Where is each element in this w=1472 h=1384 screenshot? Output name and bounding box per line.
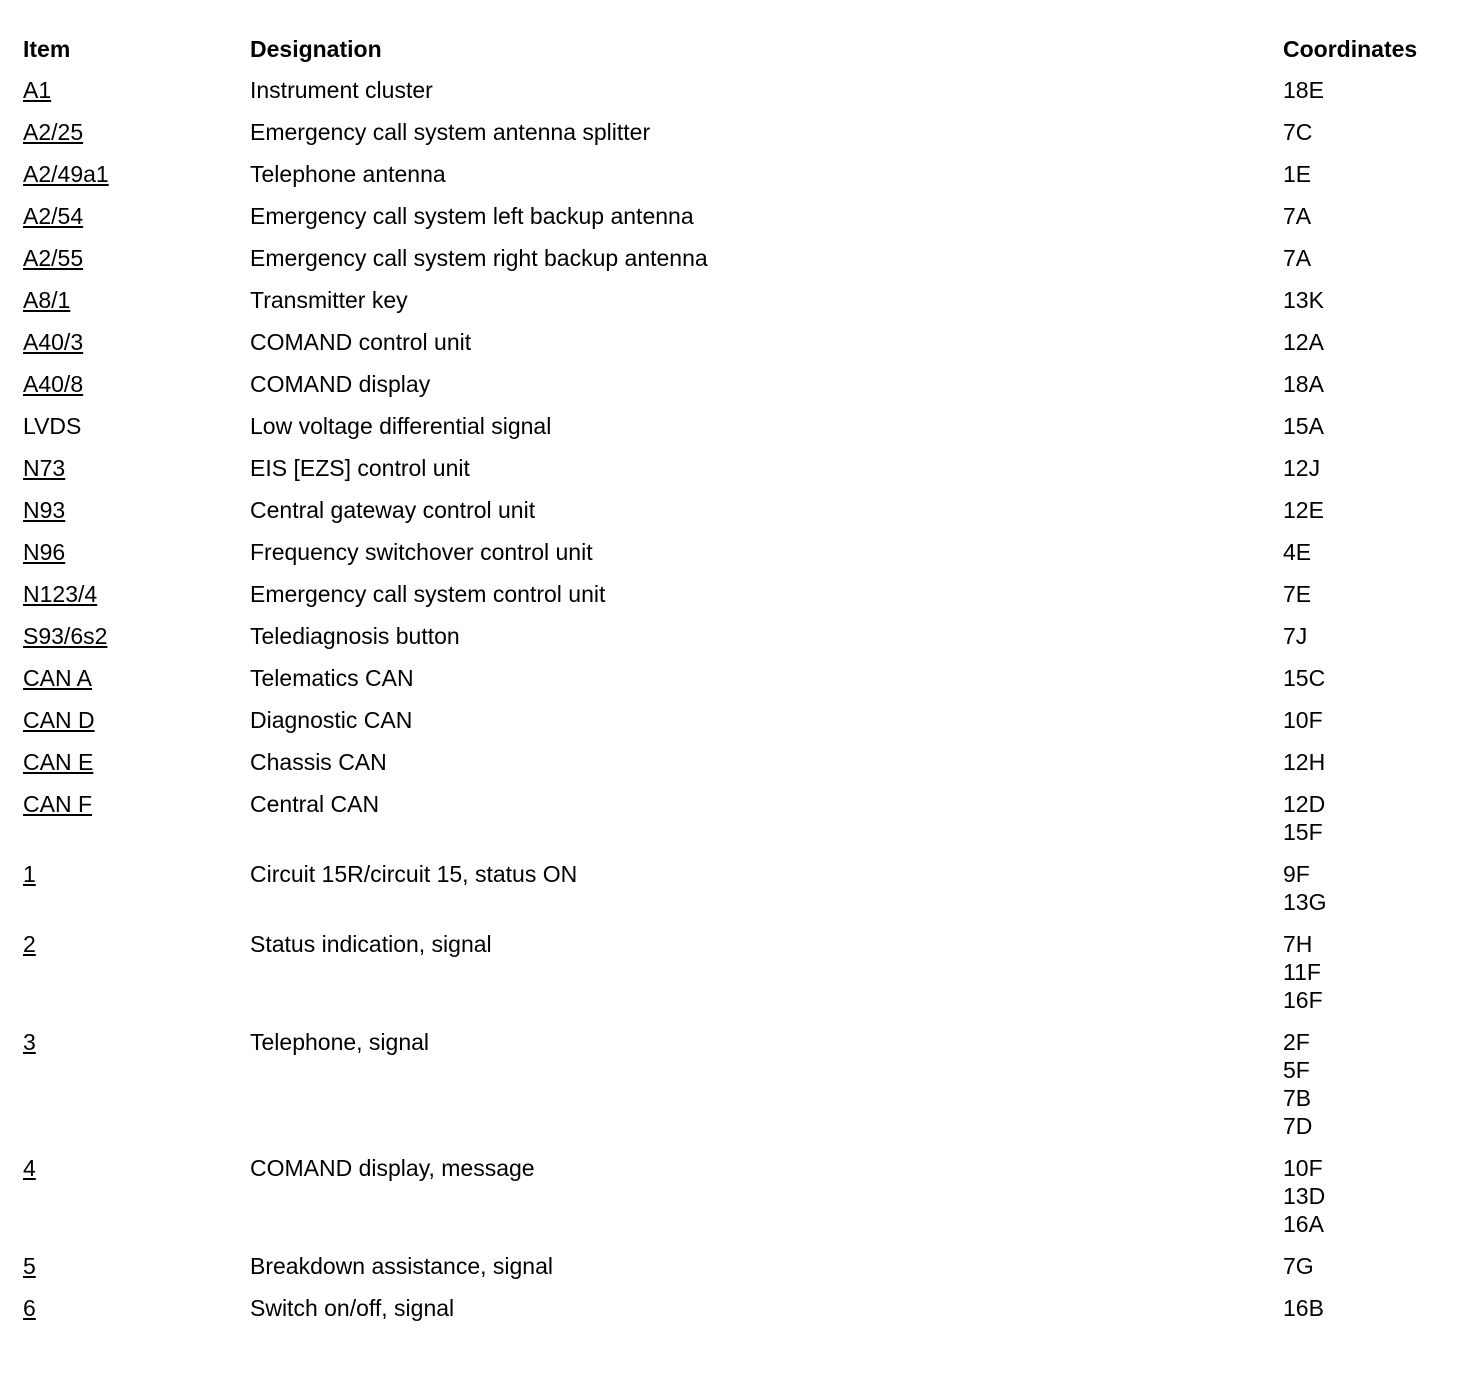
item-cell	[23, 748, 250, 776]
coordinates-cell	[1283, 860, 1453, 916]
coordinate-value: 7C	[1283, 119, 1313, 145]
item-link[interactable]: 3	[23, 1029, 36, 1055]
item-link[interactable]: S93/6s2	[23, 623, 108, 649]
designation-cell: Circuit 15R/circuit 15, status ON	[250, 861, 578, 887]
item-cell	[23, 664, 250, 692]
designation-cell: Telephone antenna	[250, 161, 446, 187]
item-cell	[23, 538, 250, 566]
coordinate-value: 7B	[1283, 1085, 1312, 1111]
item-cell	[23, 76, 250, 104]
coordinate-value: 12A	[1283, 329, 1324, 355]
table-row	[23, 454, 1453, 482]
item-cell	[23, 1252, 250, 1280]
coordinate-value: 4E	[1283, 539, 1312, 565]
designation-cell: EIS [EZS] control unit	[250, 455, 470, 481]
coordinates-cell	[1283, 748, 1453, 776]
coordinate-value: 15A	[1283, 413, 1324, 439]
coordinates-cell	[1283, 286, 1453, 314]
coordinate-value: 12D	[1283, 791, 1326, 817]
coordinate-value: 13D	[1283, 1183, 1326, 1209]
coordinate-value: 18A	[1283, 371, 1324, 397]
coordinate-value: 15C	[1283, 665, 1326, 691]
coordinates-cell	[1283, 790, 1453, 846]
table-row	[23, 76, 1453, 104]
table-row	[23, 160, 1453, 188]
designation-cell: Instrument cluster	[250, 77, 433, 103]
coordinate-value: 16A	[1283, 1211, 1324, 1237]
header-row	[23, 35, 1453, 63]
item-cell	[23, 244, 250, 272]
designation-cell: Telediagnosis button	[250, 623, 460, 649]
designation-cell: Low voltage differential signal	[250, 413, 552, 439]
item-cell	[23, 622, 250, 650]
item-link[interactable]: 5	[23, 1253, 36, 1279]
designation-cell: COMAND display, message	[250, 1155, 535, 1181]
coordinates-cell	[1283, 244, 1453, 272]
table-row	[23, 1252, 1453, 1280]
coordinate-value: 7D	[1283, 1113, 1313, 1139]
header-coordinates: Coordinates	[1283, 36, 1418, 62]
table-row	[23, 496, 1453, 524]
item-cell	[23, 454, 250, 482]
coordinates-cell	[1283, 706, 1453, 734]
coordinate-value: 9F	[1283, 861, 1310, 887]
item-link[interactable]: A40/8	[23, 371, 84, 397]
coordinates-cell	[1283, 454, 1453, 482]
table-row	[23, 538, 1453, 566]
item-cell	[23, 328, 250, 356]
table-row	[23, 748, 1453, 776]
table-row	[23, 1294, 1453, 1322]
designation-cell: Central gateway control unit	[250, 497, 536, 523]
coordinate-value: 16B	[1283, 1295, 1324, 1321]
item-link[interactable]: A8/1	[23, 287, 71, 313]
coordinate-value: 10F	[1283, 1155, 1323, 1181]
item-cell	[23, 118, 250, 146]
item-link[interactable]: N93	[23, 497, 66, 523]
table-row	[23, 286, 1453, 314]
table-row	[23, 706, 1453, 734]
coordinates-cell	[1283, 622, 1453, 650]
table-row	[23, 580, 1453, 608]
designation-cell: Switch on/off, signal	[250, 1295, 455, 1321]
coordinates-cell	[1283, 1294, 1453, 1322]
item-cell	[23, 412, 250, 440]
designation-cell: Transmitter key	[250, 287, 408, 313]
coordinate-value: 7H	[1283, 931, 1313, 957]
table-row	[23, 1154, 1453, 1238]
coordinates-cell	[1283, 496, 1453, 524]
coordinates-cell	[1283, 1154, 1453, 1238]
coordinate-value: 15F	[1283, 819, 1323, 845]
coordinate-value: 13K	[1283, 287, 1324, 313]
table-row	[23, 790, 1453, 846]
coordinate-value: 11F	[1283, 959, 1321, 985]
designation-cell: Central CAN	[250, 791, 380, 817]
item-link[interactable]: A40/3	[23, 329, 84, 355]
designation-cell: Emergency call system right backup antenna	[250, 245, 708, 271]
table-row	[23, 622, 1453, 650]
table-row	[23, 930, 1453, 1014]
item-cell	[23, 580, 250, 608]
item-cell	[23, 930, 250, 958]
item-link[interactable]: 4	[23, 1155, 36, 1181]
item-cell	[23, 202, 250, 230]
item-link[interactable]: 2	[23, 931, 36, 957]
item-link[interactable]: CAN D	[23, 707, 95, 733]
item-cell	[23, 370, 250, 398]
coordinate-value: 7G	[1283, 1253, 1314, 1279]
item-link[interactable]: A2/54	[23, 203, 84, 229]
coordinates-cell	[1283, 664, 1453, 692]
coordinates-cell	[1283, 202, 1453, 230]
item-link[interactable]: CAN A	[23, 665, 93, 691]
coordinates-cell	[1283, 370, 1453, 398]
table-row	[23, 328, 1453, 356]
item-link[interactable]: A2/55	[23, 245, 84, 271]
designation-cell: Emergency call system antenna splitter	[250, 119, 651, 145]
designation-cell: Telematics CAN	[250, 665, 414, 691]
coordinate-value: 7A	[1283, 245, 1312, 271]
designation-cell: Telephone, signal	[250, 1029, 430, 1055]
item-cell	[23, 496, 250, 524]
coordinate-value: 5F	[1283, 1057, 1310, 1083]
header-item: Item	[23, 36, 71, 62]
item-cell	[23, 860, 250, 888]
coordinate-value: 7E	[1283, 581, 1312, 607]
coordinates-cell	[1283, 160, 1453, 188]
coordinate-value: 1E	[1283, 161, 1312, 187]
table-row	[23, 370, 1453, 398]
coordinates-cell	[1283, 538, 1453, 566]
coordinate-value: 10F	[1283, 707, 1323, 733]
coordinates-cell	[1283, 930, 1453, 1014]
coordinate-value: 18E	[1283, 77, 1324, 103]
item-link[interactable]: CAN E	[23, 749, 94, 775]
item-link[interactable]: N96	[23, 539, 66, 565]
table-row	[23, 860, 1453, 916]
designation-cell: COMAND display	[250, 371, 431, 397]
coordinates-cell	[1283, 118, 1453, 146]
coordinates-cell	[1283, 412, 1453, 440]
coordinates-cell	[1283, 1252, 1453, 1280]
table-row	[23, 202, 1453, 230]
coordinates-cell	[1283, 580, 1453, 608]
item-cell	[23, 1294, 250, 1322]
designation-cell: Frequency switchover control unit	[250, 539, 593, 565]
coordinate-value: 16F	[1283, 987, 1323, 1013]
designation-cell: Chassis CAN	[250, 749, 387, 775]
designation-cell: Diagnostic CAN	[250, 707, 413, 733]
coordinates-cell	[1283, 1028, 1453, 1140]
item-link[interactable]: 6	[23, 1295, 36, 1321]
table-row	[23, 118, 1453, 146]
coordinate-value: 7J	[1283, 623, 1308, 649]
item-link[interactable]: A1	[23, 77, 52, 103]
coordinates-cell	[1283, 328, 1453, 356]
table-body	[23, 76, 1453, 1322]
legend-table	[23, 35, 1453, 1336]
table-row	[23, 1028, 1453, 1140]
item-link[interactable]: A2/49a1	[23, 161, 109, 187]
table-row	[23, 244, 1453, 272]
item-cell	[23, 160, 250, 188]
item-link[interactable]: N73	[23, 455, 66, 481]
table-row	[23, 412, 1453, 440]
item-link[interactable]: N123/4	[23, 581, 98, 607]
coordinate-value: 7A	[1283, 203, 1312, 229]
designation-cell: COMAND control unit	[250, 329, 472, 355]
coordinate-value: 13G	[1283, 889, 1327, 915]
item-link[interactable]: A2/25	[23, 119, 84, 145]
designation-cell: Emergency call system left backup antenna	[250, 203, 694, 229]
coordinate-value: 12E	[1283, 497, 1324, 523]
item-link[interactable]: 1	[23, 861, 36, 887]
header-designation: Designation	[250, 36, 382, 62]
item-label: LVDS	[23, 413, 82, 439]
designation-cell: Status indication, signal	[250, 931, 492, 957]
coordinate-value: 12H	[1283, 749, 1326, 775]
designation-cell: Emergency call system control unit	[250, 581, 606, 607]
designation-cell: Breakdown assistance, signal	[250, 1253, 553, 1279]
coordinate-value: 2F	[1283, 1029, 1310, 1055]
table-row	[23, 664, 1453, 692]
coordinates-cell	[1283, 76, 1453, 104]
item-cell	[23, 706, 250, 734]
item-cell	[23, 1154, 250, 1182]
item-cell	[23, 286, 250, 314]
coordinate-value: 12J	[1283, 455, 1321, 481]
item-link[interactable]: CAN F	[23, 791, 92, 817]
item-cell	[23, 1028, 250, 1056]
item-cell	[23, 790, 250, 818]
